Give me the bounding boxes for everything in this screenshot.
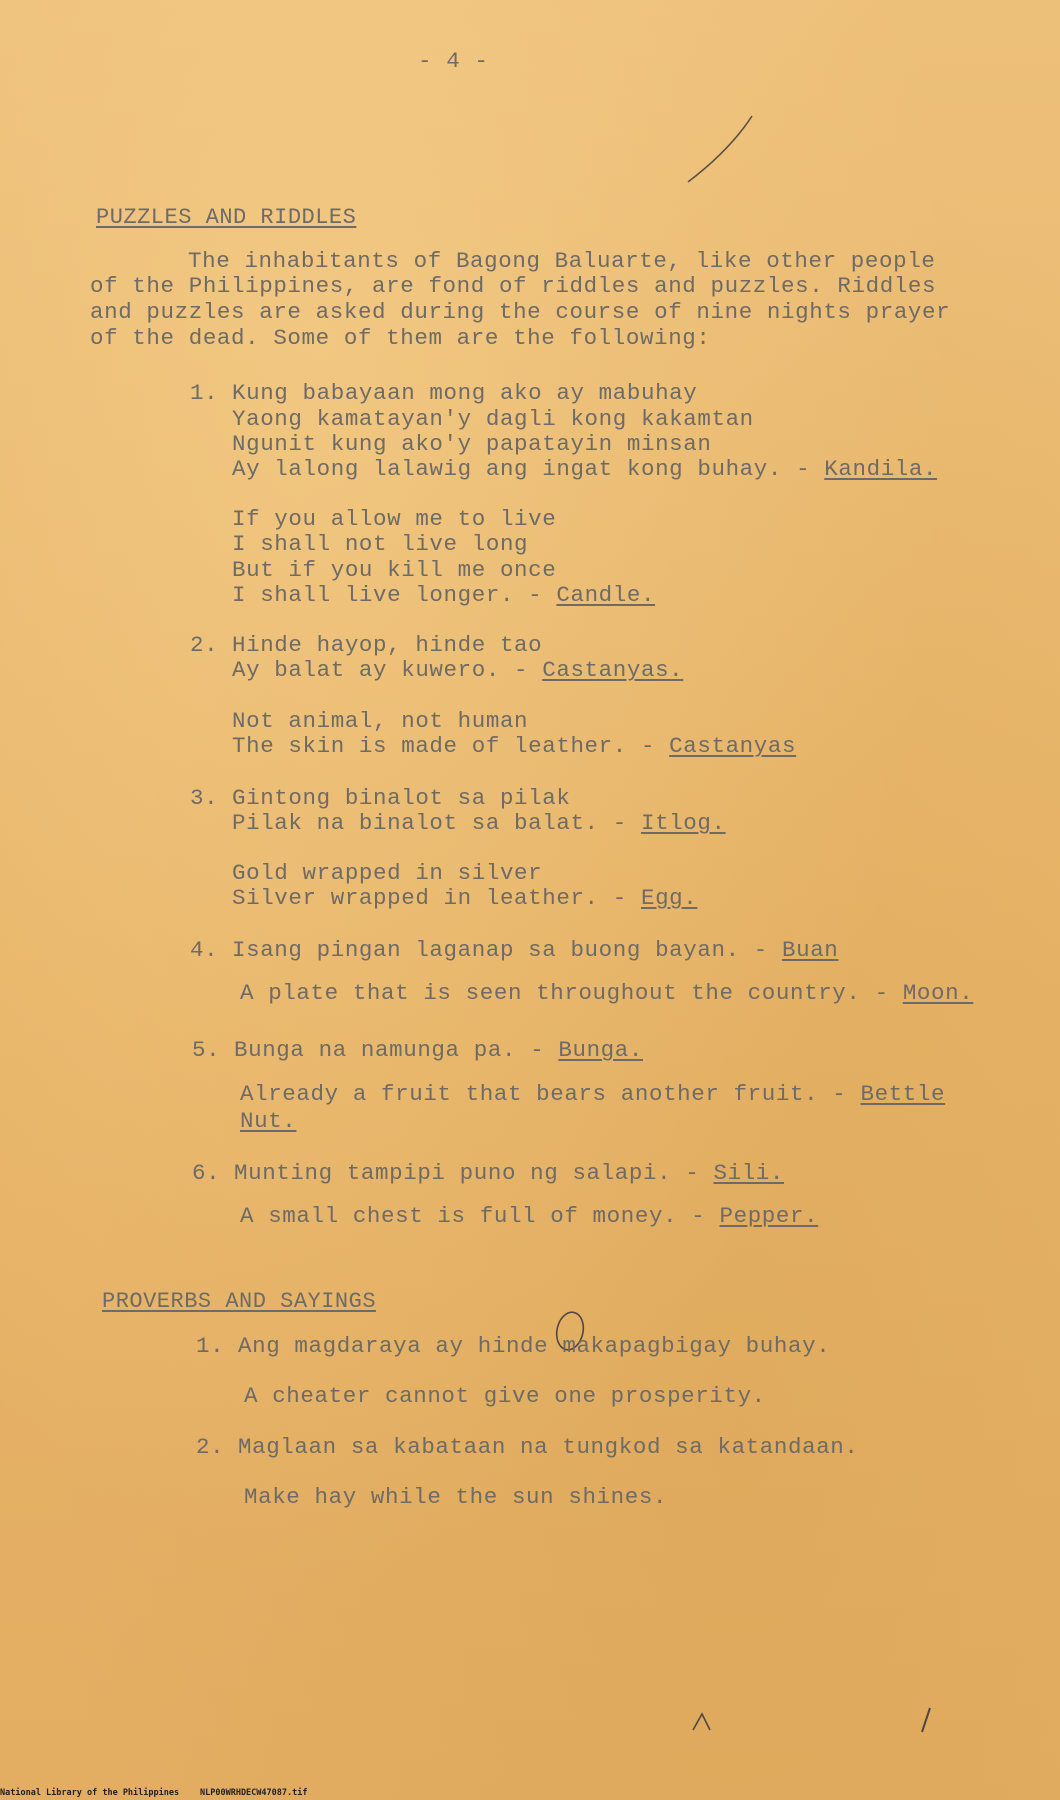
intro-line: and puzzles are asked during the course of nine nights prayer (90, 299, 951, 325)
page-number: - 4 - (418, 48, 489, 74)
riddle-tagalog-text: Bunga na namunga pa. - (234, 1037, 559, 1063)
riddle-english-answer: Pepper. (719, 1203, 819, 1229)
riddle-english-answer: Egg. (640, 885, 698, 911)
pencil-slash-mark (918, 1706, 934, 1734)
riddle-number: 4. (190, 937, 219, 963)
riddle-english-answer-line (232, 733, 796, 760)
riddle-tagalog-line: Yaong kamatayan'y dagli kong kakamtan (232, 406, 754, 432)
intro-line: of the Philippines, are fond of riddles and puzzles. Riddles (90, 273, 937, 299)
riddle-english-answer: Bettle (860, 1081, 946, 1107)
riddle-tagalog-text: Ay balat ay kuwero. - (232, 657, 543, 683)
riddle-english-answer-line (240, 980, 973, 1007)
riddle-tagalog-answer: Kandila. (824, 456, 938, 482)
riddle-tagalog-answer: Bunga. (558, 1037, 643, 1063)
proverb-english: Make hay while the sun shines. (244, 1484, 668, 1510)
pencil-stroke-mark (680, 110, 760, 190)
riddle-tagalog-line: Hinde hayop, hinde tao (232, 632, 543, 658)
riddle-tagalog-answer-line (234, 1160, 784, 1187)
riddle-english-line: I shall not live long (232, 531, 529, 557)
riddle-english-answer: Candle. (556, 582, 656, 608)
riddle-number: 2. (190, 632, 219, 658)
riddle-english-answer-cont: Nut. (240, 1108, 297, 1134)
riddle-tagalog-line: Kung babayaan mong ako ay mabuhay (232, 380, 698, 406)
riddle-tagalog-text: Pilak na binalot sa balat. - (232, 810, 641, 836)
riddle-tagalog-answer: Buan (782, 937, 839, 963)
riddle-number: 3. (190, 785, 219, 811)
riddle-english-text: A small chest is full of money. - (240, 1203, 720, 1229)
riddle-english-line: But if you kill me once (232, 557, 557, 583)
riddle-english-text: I shall live longer. - (232, 582, 557, 608)
riddle-english-answer: Moon. (902, 980, 974, 1006)
proverb-tagalog: Ang magdaraya ay hinde makapagbigay buhay. (238, 1333, 831, 1359)
proverb-tagalog: Maglaan sa kabataan na tungkod sa katandaan. (238, 1434, 859, 1460)
riddle-english-line: If you allow me to live (232, 506, 557, 532)
riddle-tagalog-answer-line (232, 937, 838, 964)
intro-line: of the dead. Some of them are the following: (90, 325, 711, 351)
riddle-tagalog-answer-line (232, 810, 726, 837)
intro-line: The inhabitants of Bagong Baluarte, like other people (188, 248, 936, 274)
riddle-tagalog-answer: Sili. (713, 1160, 784, 1186)
footer-library: National Library of the Philippines (0, 1788, 180, 1798)
proverb-number: 1. (196, 1333, 225, 1359)
riddle-english-line: Gold wrapped in silver (232, 860, 543, 886)
proverb-english: A cheater cannot give one prosperity. (244, 1383, 766, 1409)
riddle-tagalog-line: Gintong binalot sa pilak (232, 785, 571, 811)
riddle-english-answer-line (240, 1081, 945, 1108)
pencil-tick-mark (690, 1710, 714, 1732)
riddle-english-text: Silver wrapped in leather. - (232, 885, 641, 911)
riddle-number: 5. (192, 1037, 221, 1063)
riddle-tagalog-answer-line (232, 456, 937, 483)
riddle-english-answer-line (232, 582, 655, 609)
footer-file-id: NLP00WRHDECW47087.tif (200, 1788, 308, 1798)
riddle-tagalog-text: Munting tampipi puno ng salapi. - (234, 1160, 714, 1186)
riddle-english-text: Already a fruit that bears another fruit. - (240, 1081, 861, 1107)
riddle-tagalog-answer: Castanyas. (542, 657, 684, 683)
riddle-english-text: The skin is made of leather. - (232, 733, 670, 759)
riddle-tagalog-text: Ay lalong lalawig ang ingat kong buhay. - (232, 456, 825, 482)
riddle-tagalog-answer: Itlog. (640, 810, 726, 836)
riddle-tagalog-answer-line (234, 1037, 643, 1064)
proverbs-heading: PROVERBS AND SAYINGS (102, 1289, 377, 1314)
proverb-number: 2. (196, 1434, 225, 1460)
riddle-number: 6. (192, 1160, 221, 1186)
puzzles-heading: PUZZLES AND RIDDLES (96, 205, 357, 230)
riddle-tagalog-answer-line (232, 657, 683, 684)
riddle-tagalog-line: Ngunit kung ako'y papatayin minsan (232, 431, 712, 457)
riddle-english-line: Not animal, not human (232, 708, 529, 734)
riddle-english-text: A plate that is seen throughout the country. - (240, 980, 903, 1006)
riddle-english-answer: Castanyas (669, 733, 797, 759)
riddle-tagalog-text: Isang pingan laganap sa buong bayan. - (232, 937, 782, 963)
riddle-english-answer-line (232, 885, 697, 912)
riddle-english-answer-line (240, 1203, 818, 1230)
riddle-number: 1. (190, 380, 219, 406)
